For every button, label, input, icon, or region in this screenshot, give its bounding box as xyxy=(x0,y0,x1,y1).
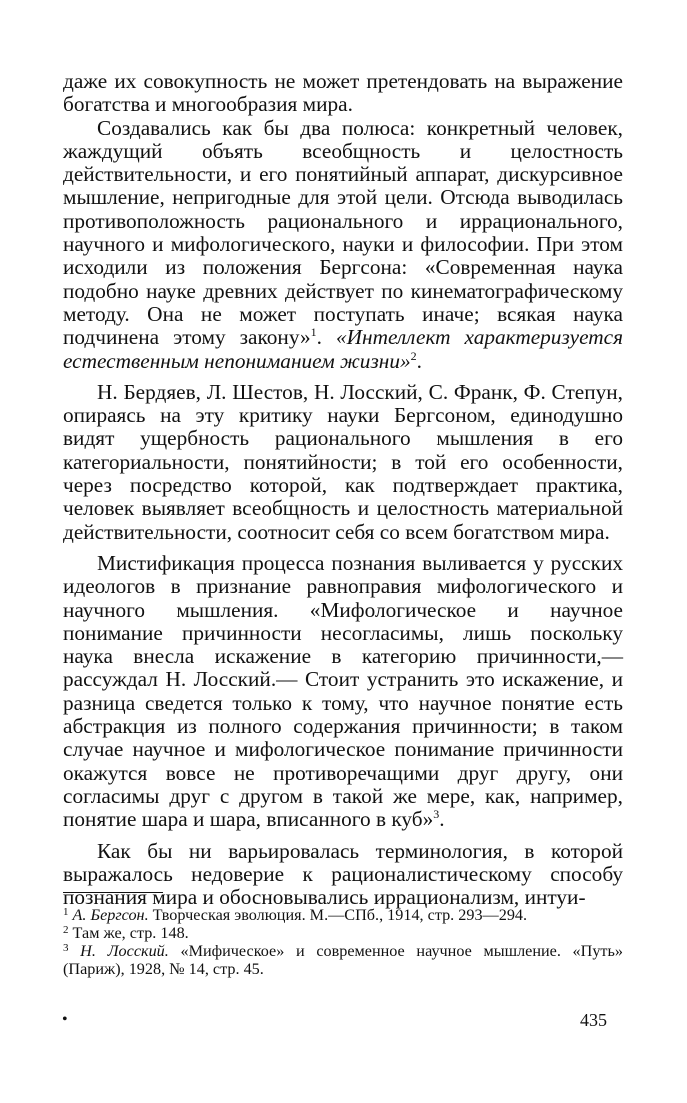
footnote-author: А. Бергсон. xyxy=(72,906,149,924)
page-body xyxy=(63,70,623,909)
footnote-divider xyxy=(63,892,163,893)
footnote-3 xyxy=(63,942,623,978)
footnotes xyxy=(63,906,623,978)
footnote-text: Творческая эволюция. М.—СПб., 1914, стр. 293—294. xyxy=(148,906,528,924)
paragraph-2-text: Создавались как бы два полюса: конкретный человек, жаждущий объять всеобщность и целостность действительности, и его понятийный аппарат, дискурсивное мышление, непригодные для этой цели. Отсюда выводилась противоположность рационального и иррационального, научного и мифологического, науки и философии. При этом исходили из положения Бергсона: «Современная наука подобно науке древних действует по кинематографическому методу. Она не может поступать иначе; всякая наука подчинена этому закону» xyxy=(63,115,623,350)
footnote-2 xyxy=(63,924,623,942)
paragraph-3: Н. Бердяев, Л. Шестов, Н. Лосский, С. Франк, Ф. Степун, опираясь на эту критику науки Бергсоном, единодушно видят ущербность рационального мышления в его категориальности, понятийности; в той его особенности, через посредство которой, как подтверждает практика, человек выявляет всеобщность и целостность материальной действительности, соотносит себя со всем богатством мира. xyxy=(63,379,623,544)
paragraph-2-italic-quote: «Интеллект характеризуется естественным непониманием жизни» xyxy=(63,325,623,373)
footnote-ref-1: 1 xyxy=(310,325,317,340)
footnote-text: «Мифическое» и современное научное мышление. «Путь» (Париж), 1928, № 14, стр. 45. xyxy=(63,942,623,978)
paragraph-4-text: Мистификация процесса познания выливается у русских идеологов в признание равноправия мифологического и научного мышления. «Мифологическое и научное понимание причинности несогласимы, лишь поскольку наука внесла искажение в категорию причинности,— рассуждал Н. Лосский.— Стоит устранить это искажение, и разница сведется только к тому, что научное понятие есть абстракция из полного содержания причинности; в таком случае научное и мифологическое понимание причинности окажутся вовсе не противоречащими друг другу, они согласимы друг с другом в такой же мере, как, например, понятие шара и шара, вписанного в куб» xyxy=(63,550,623,832)
paragraph-4 xyxy=(63,552,623,832)
footnote-text: Там же, стр. 148. xyxy=(68,924,189,942)
footnote-author: Н. Лосский. xyxy=(80,942,169,960)
footnote-ref-3: 3 xyxy=(433,807,440,822)
paragraph-5: Как бы ни варьировалась терминология, в которой выражалось недоверие к рационалистическому способу познания мира и обосновывались иррационализм, интуи- xyxy=(63,838,623,910)
page-number: 435 xyxy=(580,1010,607,1030)
signature-marker: • xyxy=(62,1011,68,1028)
paragraph-4-end: . xyxy=(439,807,445,832)
footnote-1 xyxy=(63,906,623,924)
footnote-ref-2: 2 xyxy=(410,348,417,363)
paragraph-2-end: . xyxy=(416,348,422,373)
paragraph-1: даже их совокупность не может претендовать на выражение богатства и многообразия мира. xyxy=(63,69,623,117)
footnote-number: 1 xyxy=(63,906,69,918)
footnote-number: 2 xyxy=(63,924,69,936)
paragraph-2 xyxy=(63,117,623,373)
paragraph-2-separator: . xyxy=(316,325,336,350)
footnote-number: 3 xyxy=(63,942,69,954)
